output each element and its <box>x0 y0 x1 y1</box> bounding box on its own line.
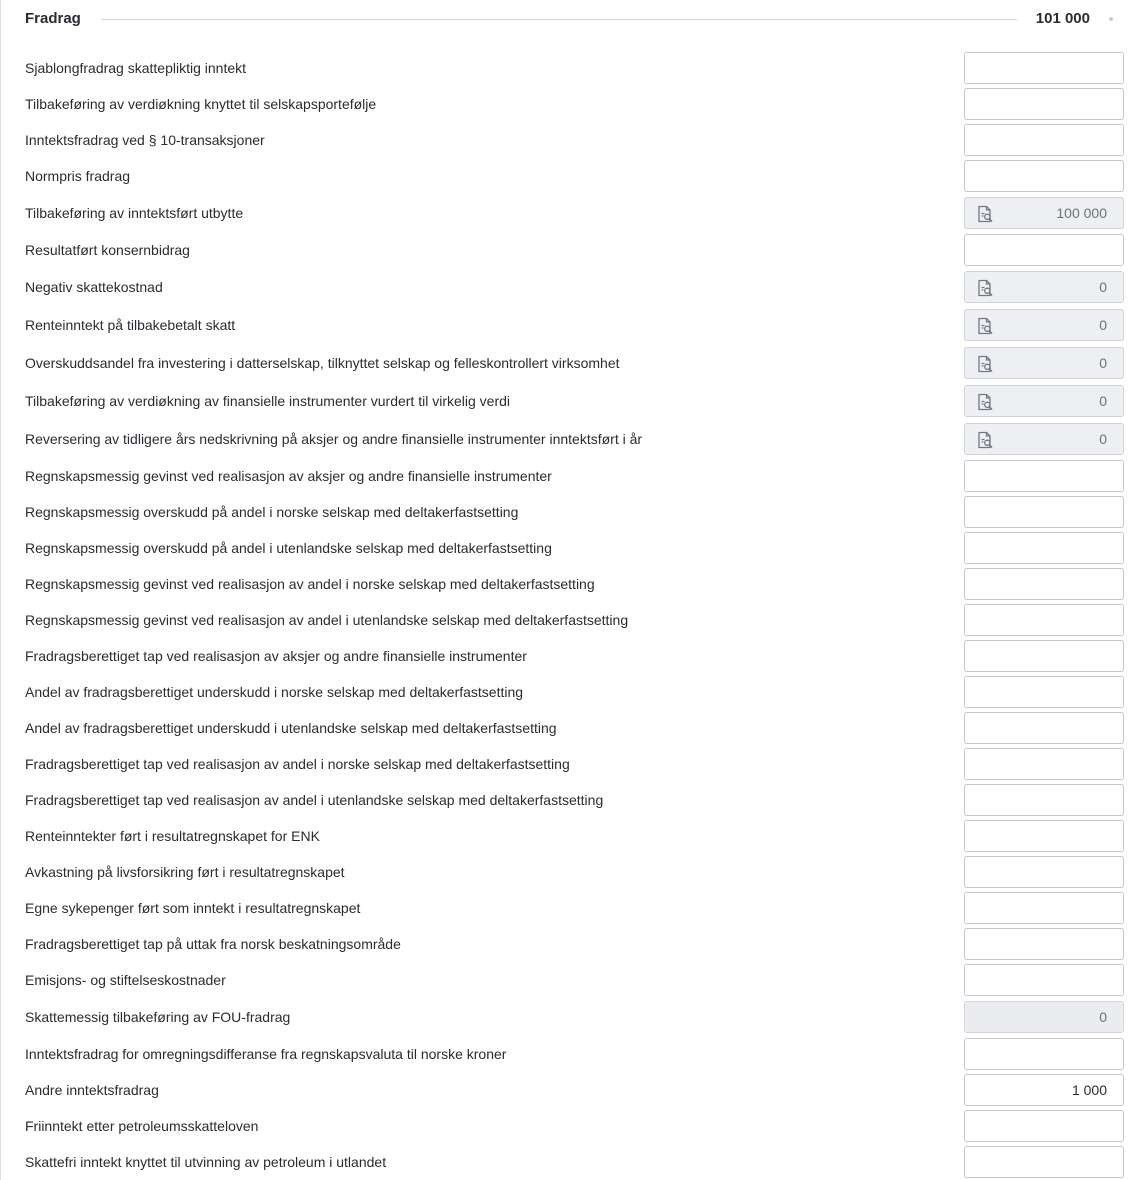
row-label: Inntektsfradrag ved § 10-transaksjoner <box>25 132 265 148</box>
fradrag-row <box>0 1038 1138 1070</box>
fradrag-row <box>0 568 1138 600</box>
fradrag-row <box>0 347 1138 379</box>
row-label: Andel av fradragsberettiget underskudd i norske selskap med deltakerfastsetting <box>25 684 524 700</box>
row-label: Renteinntekter ført i resultatregnskapet for ENK <box>25 828 320 844</box>
section-title: Fradrag <box>25 10 81 27</box>
document-search-icon[interactable] <box>976 317 994 335</box>
amount-input[interactable] <box>964 784 1124 816</box>
row-label: Normpris fradrag <box>25 168 131 184</box>
row-label: Fradragsberettiget tap på uttak fra norsk beskatningsområde <box>25 936 401 952</box>
row-label: Skattemessig tilbakeføring av FOU-fradrag <box>25 1009 291 1025</box>
fradrag-row <box>0 820 1138 852</box>
amount-input[interactable] <box>964 640 1124 672</box>
fradrag-row <box>0 892 1138 924</box>
field-value: 0 <box>1099 431 1107 447</box>
document-search-icon[interactable] <box>976 205 994 223</box>
fradrag-row <box>0 712 1138 744</box>
fradrag-row <box>0 1146 1138 1178</box>
row-label: Fradragsberettiget tap ved realisasjon av aksjer og andre finansielle instrumenter <box>25 648 527 664</box>
section-total: 101 000 <box>1035 10 1090 27</box>
document-search-icon[interactable] <box>976 431 994 449</box>
row-label: Regnskapsmessig gevinst ved realisasjon av andel i utenlandske selskap med deltakerfastsetting <box>25 612 629 628</box>
amount-input[interactable] <box>964 820 1124 852</box>
amount-input[interactable] <box>964 88 1124 120</box>
fradrag-row <box>0 640 1138 672</box>
amount-input[interactable] <box>964 928 1124 960</box>
row-label: Regnskapsmessig overskudd på andel i norske selskap med deltakerfastsetting <box>25 504 519 520</box>
document-search-icon[interactable] <box>976 355 994 373</box>
amount-input[interactable] <box>964 1146 1124 1178</box>
row-label: Reversering av tidligere års nedskrivning på aksjer og andre finansielle instrumenter inntektsført i år <box>25 431 643 447</box>
row-label: Resultatført konsernbidrag <box>25 242 190 258</box>
document-search-icon[interactable] <box>976 279 994 297</box>
fradrag-row <box>0 124 1138 156</box>
calculated-value-field[interactable] <box>964 385 1124 417</box>
amount-input[interactable] <box>964 124 1124 156</box>
field-value: 0 <box>1099 317 1107 333</box>
row-label: Sjablongfradrag skattepliktig inntekt <box>25 60 247 76</box>
amount-input[interactable] <box>964 460 1124 492</box>
row-label: Regnskapsmessig gevinst ved realisasjon av andel i norske selskap med deltakerfastsetting <box>25 576 595 592</box>
row-label: Skattefri inntekt knyttet til utvinning av petroleum i utlandet <box>25 1154 387 1170</box>
row-label: Overskuddsandel fra investering i datterselskap, tilknyttet selskap og felleskontrollert virksomhet <box>25 355 620 371</box>
fradrag-row <box>0 309 1138 341</box>
fradrag-row <box>0 532 1138 564</box>
amount-input[interactable] <box>964 1038 1124 1070</box>
fradrag-row <box>0 197 1138 229</box>
amount-input[interactable] <box>964 1110 1124 1142</box>
fradrag-row <box>0 423 1138 455</box>
row-label: Inntektsfradrag for omregningsdifferanse fra regnskapsvaluta til norske kroner <box>25 1046 507 1062</box>
amount-input[interactable] <box>964 496 1124 528</box>
amount-input[interactable] <box>964 964 1124 996</box>
fradrag-row <box>0 676 1138 708</box>
dot-icon <box>1109 17 1113 21</box>
field-value: 0 <box>1099 355 1107 371</box>
calculated-value-field[interactable] <box>964 347 1124 379</box>
row-label: Friinntekt etter petroleumsskatteloven <box>25 1118 259 1134</box>
fradrag-row <box>0 1110 1138 1142</box>
row-label: Tilbakeføring av verdiøkning av finansielle instrumenter vurdert til virkelig verdi <box>25 393 511 409</box>
row-label: Regnskapsmessig gevinst ved realisasjon av aksjer og andre finansielle instrumenter <box>25 468 552 484</box>
fradrag-row <box>0 52 1138 84</box>
field-value: 100 000 <box>1056 205 1107 221</box>
readonly-value-field <box>964 1001 1124 1033</box>
section-divider <box>101 19 1017 20</box>
amount-input[interactable] <box>964 892 1124 924</box>
amount-input[interactable] <box>964 604 1124 636</box>
calculated-value-field[interactable] <box>964 423 1124 455</box>
fradrag-row <box>0 856 1138 888</box>
row-label: Fradragsberettiget tap ved realisasjon av andel i utenlandske selskap med deltakerfastsetting <box>25 792 604 808</box>
amount-input[interactable] <box>964 532 1124 564</box>
calculated-value-field[interactable] <box>964 271 1124 303</box>
row-label: Egne sykepenger ført som inntekt i resultatregnskapet <box>25 900 361 916</box>
fradrag-row <box>0 88 1138 120</box>
field-value: 0 <box>1099 393 1107 409</box>
field-value: 0 <box>1099 279 1107 295</box>
calculated-value-field[interactable] <box>964 197 1124 229</box>
fradrag-row <box>0 1074 1138 1106</box>
field-value: 0 <box>1099 1009 1107 1025</box>
fradrag-row <box>0 748 1138 780</box>
fradrag-row <box>0 1001 1138 1033</box>
fradrag-row <box>0 160 1138 192</box>
amount-input[interactable] <box>964 234 1124 266</box>
amount-input[interactable] <box>964 160 1124 192</box>
document-search-icon[interactable] <box>976 393 994 411</box>
row-label: Tilbakeføring av verdiøkning knyttet til selskapsportefølje <box>25 96 377 112</box>
row-label: Avkastning på livsforsikring ført i resultatregnskapet <box>25 864 345 880</box>
amount-input[interactable] <box>964 856 1124 888</box>
row-label: Fradragsberettiget tap ved realisasjon av andel i norske selskap med deltakerfastsetting <box>25 756 570 772</box>
fradrag-row <box>0 496 1138 528</box>
amount-input[interactable] <box>964 748 1124 780</box>
amount-input[interactable] <box>964 712 1124 744</box>
calculated-value-field[interactable] <box>964 309 1124 341</box>
fradrag-row <box>0 234 1138 266</box>
fradrag-row <box>0 385 1138 417</box>
amount-input[interactable] <box>964 1074 1124 1106</box>
field-value: 1 000 <box>1071 1082 1107 1098</box>
fradrag-row <box>0 928 1138 960</box>
amount-input[interactable] <box>964 568 1124 600</box>
fradrag-row <box>0 784 1138 816</box>
row-label: Negativ skattekostnad <box>25 279 163 295</box>
amount-input[interactable] <box>964 676 1124 708</box>
amount-input[interactable] <box>964 52 1124 84</box>
row-label: Andel av fradragsberettiget underskudd i utenlandske selskap med deltakerfastsetting <box>25 720 557 736</box>
row-label: Renteinntekt på tilbakebetalt skatt <box>25 317 236 333</box>
row-label: Tilbakeføring av inntektsført utbytte <box>25 205 244 221</box>
row-label: Emisjons- og stiftelseskostnader <box>25 972 226 988</box>
section-header-fradrag[interactable] <box>25 0 1125 40</box>
fradrag-row <box>0 964 1138 996</box>
fradrag-row <box>0 460 1138 492</box>
row-label: Andre inntektsfradrag <box>25 1082 159 1098</box>
fradrag-row <box>0 604 1138 636</box>
row-label: Regnskapsmessig overskudd på andel i utenlandske selskap med deltakerfastsetting <box>25 540 552 556</box>
fradrag-row <box>0 271 1138 303</box>
